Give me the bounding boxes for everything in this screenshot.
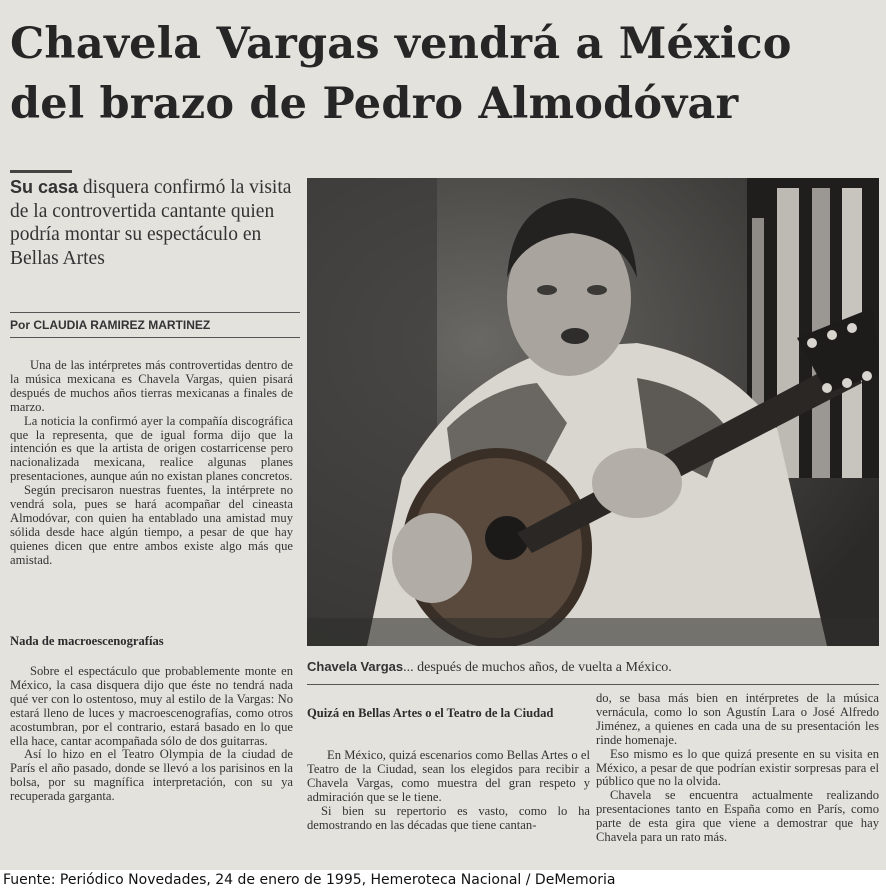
paragraph: Chavela se encuentra actualmente realizando presentaciones tanto en España como en París, como parte de esta gira que viene a demostrar que hay Chavela para un rato más.	[596, 788, 879, 845]
column-1b	[10, 665, 293, 804]
deck-accent-rule	[10, 170, 72, 173]
byline-rule-bottom	[10, 337, 300, 338]
byline-prefix: Por	[10, 318, 34, 332]
byline	[10, 318, 300, 332]
photo-caption	[307, 659, 879, 676]
byline-author: CLAUDIA RAMIREZ MARTINEZ	[33, 318, 211, 332]
paragraph: Según precisaron nuestras fuentes, la intérprete no vendrá sola, pues se hará acompañar del cineasta Almodóvar, con quien ha entablado una amistad muy sólida desde hace algún tiempo, a pesar de que hay quienes dicen que entre ambos existe algo más que amistad.	[10, 483, 293, 567]
column-2	[307, 749, 590, 832]
paragraph: La noticia la confirmó ayer la compañía discográfica que la representa, que de igual forma dijo que la intención es que la artista de origen costarricense pero nacionalizada mexicana, realice algunas planes presentaciones, aunque aún no existan planes concretos.	[10, 413, 293, 484]
paragraph: Si bien su repertorio es vasto, como lo ha demostrando en las décadas que tiene cantan-	[307, 803, 590, 832]
subhead-bellas-artes: Quizá en Bellas Artes o el Teatro de la Ciudad	[307, 706, 554, 720]
paragraph: En México, quizá escenarios como Bellas Artes o el Teatro de la Ciudad, sean los elegidos para recibir a Chavela Vargas, como muestra del gran respeto y admiración que se le tiene.	[307, 748, 590, 804]
column-3	[596, 692, 879, 845]
headline: Chavela Vargas vendrá a México del brazo de Pedro Almodóvar	[10, 19, 792, 129]
photo-chavela-vargas	[307, 178, 879, 646]
byline-rule-top	[10, 312, 300, 313]
paragraph: Una de las intérpretes más controvertidas dentro de la música mexicana es Chavela Vargas, quien pisará después de muchos años tierras mexicanas a finales de marzo.	[10, 358, 293, 414]
deck	[10, 176, 295, 270]
caption-name: Chavela Vargas	[307, 659, 404, 674]
deck-lead: Su casa	[10, 177, 79, 197]
paragraph: Así lo hizo en el Teatro Olympia de la ciudad de París el año pasado, donde se llevó a los parisinos en la bolsa, por su magnífica interpretación, con su ya recuperada garganta.	[10, 747, 293, 804]
column-1	[10, 359, 293, 568]
subhead-macroescenografias: Nada de macroescenografías	[10, 634, 164, 648]
paragraph: Sobre el espectáculo que probablemente monte en México, la casa disquera dijo que éste no tendrá nada qué ver con lo ostentoso, muy al estilo de la Vargas: No estará lleno de luces y macroescenografías, como otros acostumbran, por el contrario, estará basado en lo que ella hace, cantar acompañada sólo de dos guitarras.	[10, 664, 293, 748]
caption-rule	[307, 684, 879, 685]
paragraph: do, se basa más bien en intérpretes de la música vernácula, como lo son Agustín Lara o José Alfredo Jiménez, a quienes en cada una de su presentación les rinde homenaje.	[596, 691, 879, 747]
deck-text: disquera confirmó la visita de la controvertida cantante quien podría montar su espectáculo en Bellas Artes	[10, 177, 292, 269]
paragraph: Eso mismo es lo que quizá presente en su visita en México, a pesar de que podrían existir sorpresas para el público que no la olvida.	[596, 746, 879, 789]
caption-text: ... después de muchos años, de vuelta a México.	[403, 660, 672, 675]
source-credit: Fuente: Periódico Novedades, 24 de enero de 1995, Hemeroteca Nacional / DeMemoria	[0, 870, 886, 890]
